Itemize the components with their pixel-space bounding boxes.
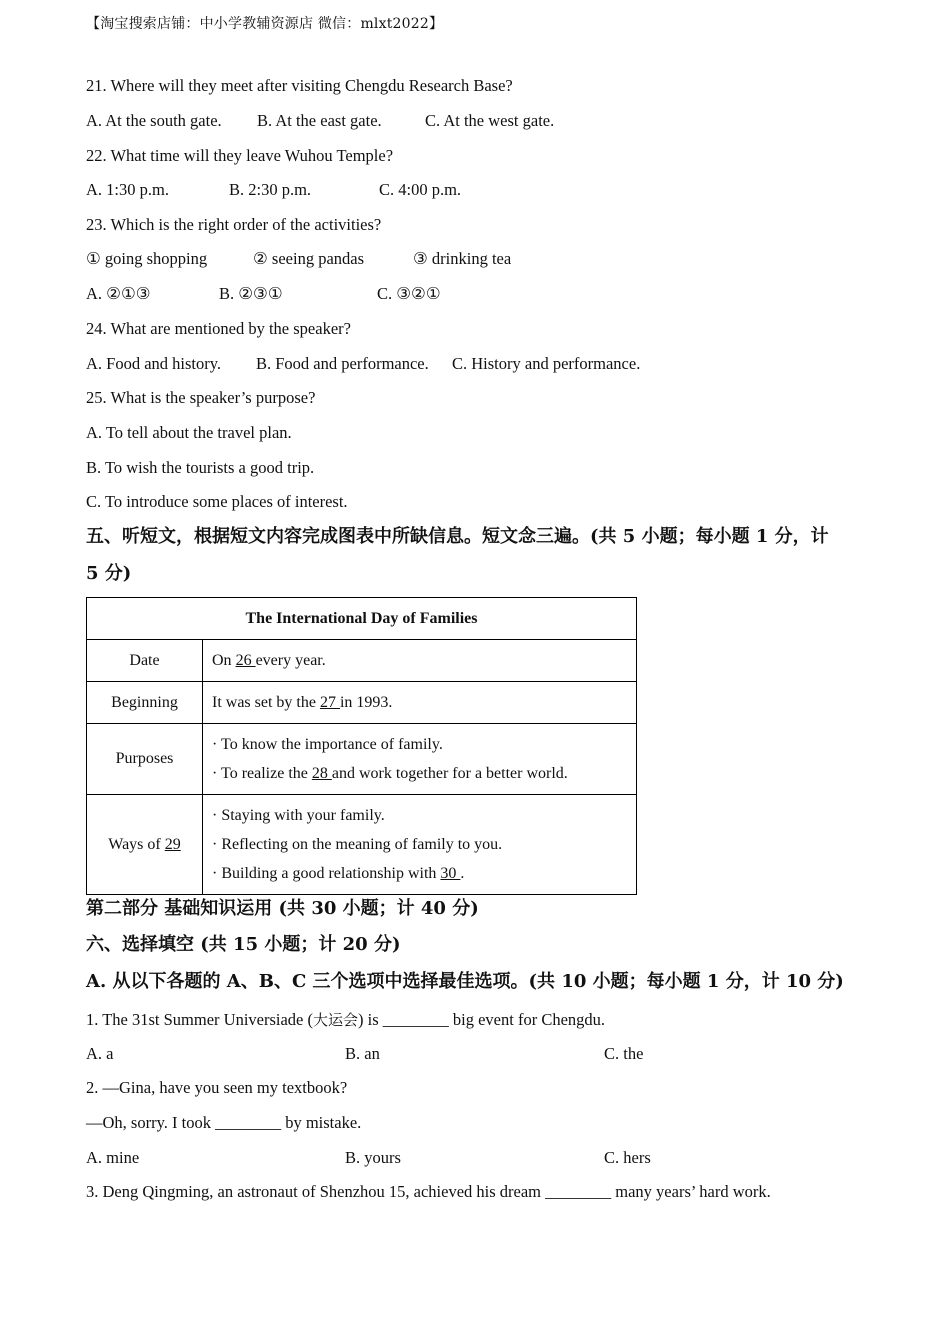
table-row	[87, 682, 637, 724]
option-a: A. To tell about the travel plan.	[86, 423, 292, 442]
option-b: B. ②③①	[219, 284, 283, 303]
purpose-1: · To know the importance of family.	[212, 736, 443, 753]
grammar-question-1-options	[0, 1044, 950, 1064]
families-table	[86, 597, 637, 895]
grammar-question-2-reply: —Oh, sorry. I took ________ by mistake.	[86, 1113, 362, 1132]
blank-26: 26	[235, 651, 256, 669]
table-row	[87, 640, 637, 682]
option-a: A. mine	[86, 1148, 140, 1167]
question-24-options	[0, 354, 950, 374]
grammar-question-3: 3. Deng Qingming, an astronaut of Shenzhou 15, achieved his dream ________ many years’ hard work.	[86, 1182, 771, 1201]
blank-27: 27	[319, 693, 340, 711]
blank-28: 28	[311, 765, 332, 782]
row-label	[87, 795, 203, 895]
activity-1: ① going shopping	[86, 249, 208, 268]
question-21-options	[0, 111, 950, 131]
option-c: C. ③②①	[377, 284, 441, 303]
row-label: Beginning	[87, 682, 203, 724]
question-23: 23. Which is the right order of the activities?	[86, 215, 382, 234]
text: .	[460, 865, 465, 882]
table-row	[87, 795, 637, 895]
text: and work together for a better world.	[331, 765, 568, 782]
section-6-title: 六、选择填空 (共 15 小题；计 20 分)	[86, 934, 401, 955]
grammar-question-2: 2. —Gina, have you seen my textbook?	[86, 1078, 348, 1097]
option-b: B. 2:30 p.m.	[229, 180, 312, 199]
option-c: C. History and performance.	[452, 354, 641, 373]
text: · Building a good relationship with	[212, 865, 441, 882]
option-a: A. 1:30 p.m.	[86, 180, 169, 199]
section-5-title	[86, 518, 870, 592]
text: ) is ________ big event for Chengdu.	[358, 1010, 606, 1029]
section-a-title: A. 从以下各题的 A、B、C 三个选项中选择最佳选项。(共 10 小题；每小题 1 分，计 10 分)	[86, 971, 844, 992]
row-content	[203, 795, 637, 895]
blank-30: 30	[440, 865, 461, 882]
way-2: · Reflecting on the meaning of family to you.	[212, 836, 503, 853]
option-b: B. Food and performance.	[256, 354, 429, 373]
question-23-options	[0, 284, 950, 304]
table-row	[87, 724, 637, 795]
text: every year.	[255, 651, 326, 669]
option-a: A. ②①③	[86, 284, 151, 303]
option-c: C. the	[604, 1044, 644, 1063]
text: It was set by the	[212, 693, 320, 711]
row-label: Date	[87, 640, 203, 682]
question-22-options	[0, 180, 950, 200]
question-25: 25. What is the speaker’s purpose?	[86, 388, 316, 407]
blank-29: 29	[164, 835, 181, 853]
text: On	[212, 651, 236, 669]
part-2-title: 第二部分 基础知识运用 (共 30 小题；计 40 分)	[86, 898, 479, 919]
text: in 1993.	[339, 693, 393, 711]
text: 1. The 31st Summer Universiade (	[86, 1010, 313, 1029]
section-5-title-line1: 五、听短文，根据短文内容完成图表中所缺信息。短文念三遍。(共 5 小题；每小题 1 分，计	[86, 526, 829, 547]
text: Ways of	[108, 835, 165, 853]
row-content	[203, 682, 637, 724]
table-title: The International Day of Families	[87, 598, 637, 640]
page-header-watermark: 【淘宝搜索店铺：中小学教辅资源店 微信：mlxt2022】	[86, 16, 444, 32]
option-c: C. 4:00 p.m.	[379, 180, 462, 199]
option-a: A. Food and history.	[86, 354, 222, 373]
option-b: B. an	[345, 1044, 380, 1063]
question-23-activities	[0, 249, 950, 269]
option-b: B. At the east gate.	[257, 111, 382, 130]
activity-3: ③ drinking tea	[413, 249, 512, 268]
row-content	[203, 724, 637, 795]
option-a: A. At the south gate.	[86, 111, 222, 130]
option-b: B. To wish the tourists a good trip.	[86, 458, 315, 477]
way-1: · Staying with your family.	[212, 807, 385, 824]
row-label: Purposes	[87, 724, 203, 795]
text: · To realize the	[212, 765, 312, 782]
option-c: C. At the west gate.	[425, 111, 555, 130]
option-b: B. yours	[345, 1148, 401, 1167]
question-24: 24. What are mentioned by the speaker?	[86, 319, 351, 338]
option-c: C. To introduce some places of interest.	[86, 492, 348, 511]
option-c: C. hers	[604, 1148, 651, 1167]
section-5-title-line2: 5 分)	[86, 563, 132, 584]
purpose-2	[212, 759, 627, 788]
grammar-question-1	[86, 1009, 605, 1030]
row-content	[203, 640, 637, 682]
option-a: A. a	[86, 1044, 114, 1063]
question-22: 22. What time will they leave Wuhou Temple?	[86, 146, 394, 165]
question-21: 21. Where will they meet after visiting Chengdu Research Base?	[86, 76, 513, 95]
activity-2: ② seeing pandas	[253, 249, 365, 268]
text: 大运会	[313, 1011, 359, 1029]
way-3	[212, 859, 627, 888]
grammar-question-2-options	[0, 1148, 950, 1168]
